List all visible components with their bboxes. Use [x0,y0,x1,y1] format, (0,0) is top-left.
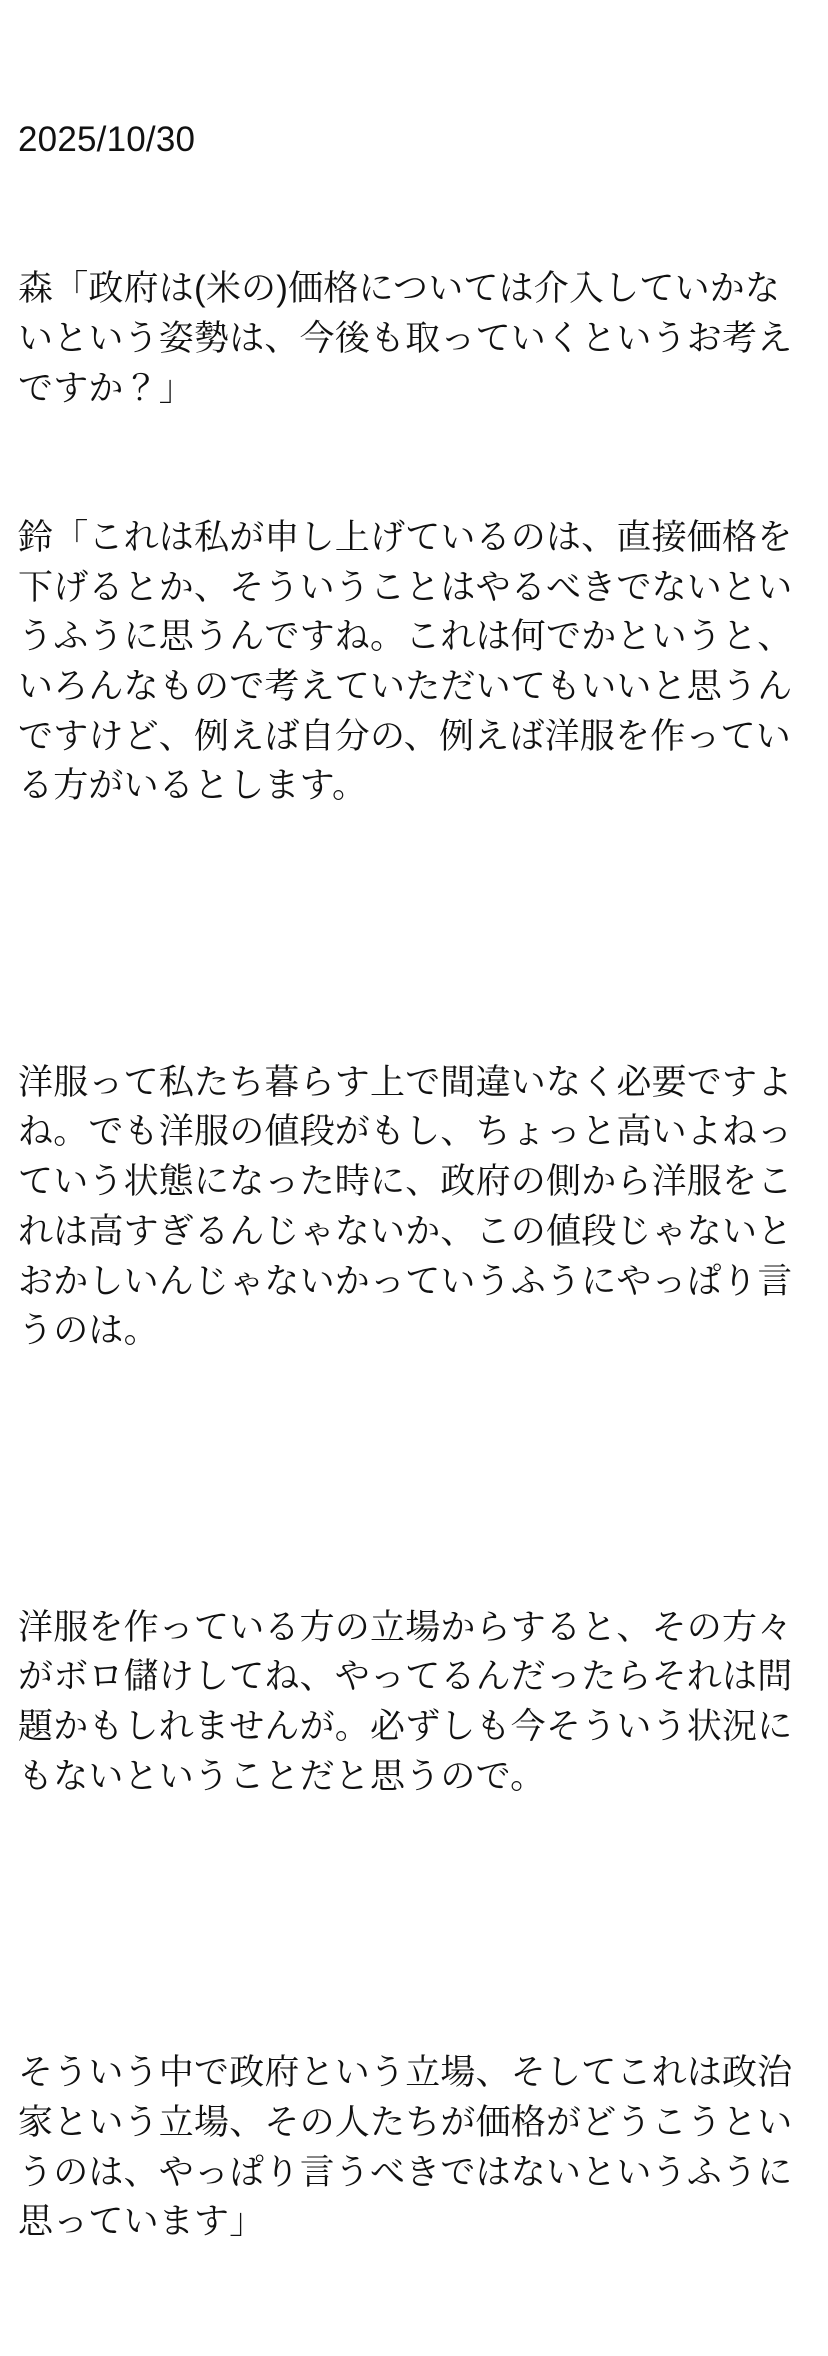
paragraph-spacer [18,1455,810,1503]
date-line: 2025/10/30 [18,120,196,160]
paragraph-answer-3: 洋服を作っている方の立場からすると、その方々がボロ儲けしてね、やってるんだったらそれは問題かもしれませんが。必ずしも今そういう状況にもないということだと思うので。 [18,1607,793,1796]
paragraph-spacer [18,910,810,958]
document-text [18,16,810,2346]
paragraph-question: 森「政府は(米の)価格については介入していかないという姿勢は、今後も取っていくというお考えですか？」 [18,269,793,408]
paragraph-answer-1: 鈴「これは私が申し上げているのは、直接価格を下げるとか、そういうことはやるべきでないというふうに思うんですね。これは何でかというと、いろんなもので考えていただいてもいいと思うんですけど、例えば自分の、例えば洋服を作っている方がいるとします。 [18,517,793,806]
paragraph-answer-4: そういう中で政府という立場、そしてこれは政治家という立場、その人たちが価格がどうこうというのは、やっぱり言うべきではないというふうに思っています」 [18,2053,793,2242]
paragraph-spacer [18,1901,810,1949]
paragraph-answer-2: 洋服って私たち暮らす上で間違いなく必要ですよね。でも洋服の値段がもし、ちょっと高いよねっていう状態になった時に、政府の側から洋服をこれは高すぎるんじゃないか、この値段じゃないとおかしいんじゃないかっていうふうにやっぱり言うのは。 [18,1062,793,1351]
